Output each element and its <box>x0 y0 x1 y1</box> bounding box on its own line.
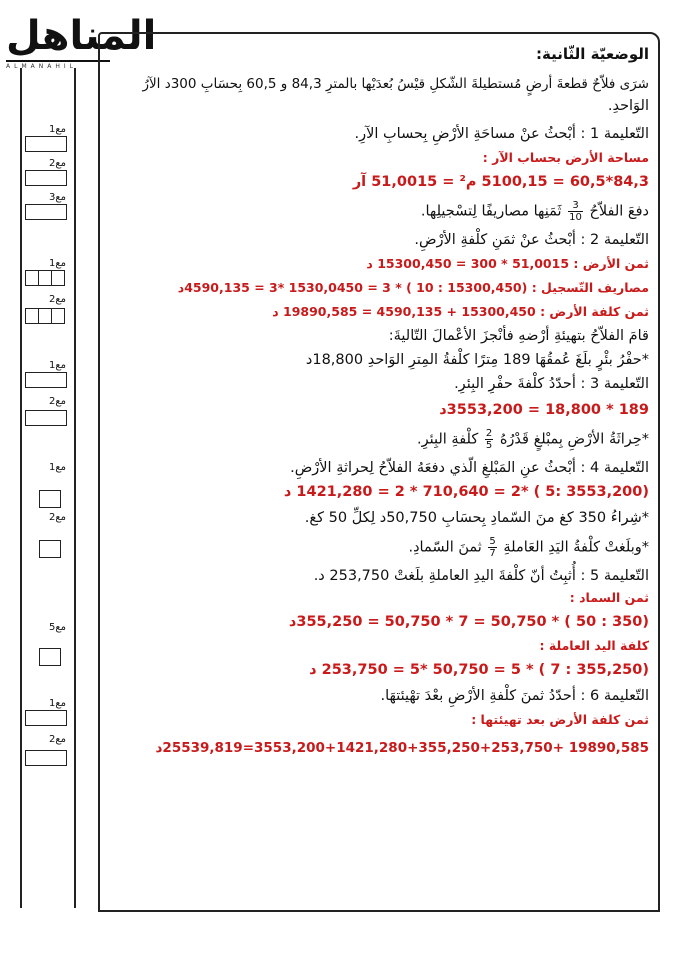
score-box[interactable] <box>38 270 52 286</box>
answer-1-heading: مساحة الأرض بحساب الآر : <box>482 150 649 165</box>
score-box[interactable] <box>25 710 67 726</box>
criterion-label: مع1 <box>48 124 66 135</box>
criterion-label: مع1 <box>48 258 66 269</box>
numerator: 2 <box>485 428 493 439</box>
logo-underline <box>6 60 110 62</box>
answer-3-calc: 189 * 18,800 = 3553,200د <box>439 402 649 418</box>
numerator: 3 <box>568 200 583 212</box>
statement-part: ثمنَ السّمادِ. <box>408 539 482 556</box>
fertilizer-statement: *شِراءُ 350 كغ منَ السّمادِ بِحسَابِ 50,750د لِكلِّ 50 كغ. <box>304 510 649 526</box>
instruction-5: التّعليمة 5 : أُثبِتُ أنّ كلْفةَ اليدِ العاملةِ بلَغتْ 253,750 د. <box>313 568 649 584</box>
logo-text: المناهل <box>6 13 157 59</box>
situation-title: الوضعيّة الثّانية: <box>536 45 649 63</box>
registration-fee-statement <box>421 200 649 223</box>
criterion-label: مع2 <box>48 512 66 523</box>
denominator: 7 <box>489 548 496 559</box>
fraction <box>488 536 496 559</box>
fraction <box>568 200 583 223</box>
criterion-label: مع3 <box>48 192 66 203</box>
denominator: 5 <box>485 440 493 451</box>
score-box[interactable] <box>25 270 39 286</box>
statement-part: كلْفةِ البِئرِ. <box>417 431 479 448</box>
score-box[interactable] <box>25 750 67 766</box>
works-intro: قامَ الفلاّحُ بتهيئةِ أرْضهِ فأنْجزَ الأعْمالَ التّاليةَ: <box>388 328 649 344</box>
answer-4-calc: (3553,200 :5 ) *2 = 710,640 * 2 = 1421,280 د <box>283 484 649 500</box>
score-box[interactable] <box>38 308 52 324</box>
statement-part: دفعَ الفلاّحُ <box>589 203 649 220</box>
answer-2-total: ثمن كلفة الأرض : 15300,450 + 4590,135 = 19890,585 د <box>272 304 649 319</box>
denominator: 10 <box>569 212 582 223</box>
answer-5-labor-calc: (355,250 : 7 ) * 5 = 50,750 *5 = 253,750 د <box>309 662 649 678</box>
answer-5-labor-heading: كلفة اليد العاملة : <box>539 638 649 653</box>
criterion-label: مع2 <box>48 158 66 169</box>
answer-2-fees: مصاريف التّسجيل : (15300,450 : 10 ) * 3 = 1530,0450 *3 = 4590,135د <box>177 280 649 295</box>
criterion-label: مع1 <box>48 698 66 709</box>
intro-text: شرَى فلاّحٌ قطعةَ أرضٍ مُستطيلةَ الشّكلِ قيْسُ بُعدَيْها بالمترِ 84,3 و 60,5 بِحسَابِ 300د الآرُ <box>142 76 649 92</box>
instruction-3: التّعليمة 3 : أحدّدُ كلْفةَ حفْرِ البِئرِ. <box>454 376 649 392</box>
score-box[interactable] <box>25 204 67 220</box>
statement-part: ثَمَنِها مصاريفًا لِتسْجيلِها. <box>420 203 562 220</box>
score-box[interactable] <box>51 308 65 324</box>
answer-6-heading: ثمن كلفة الأرض بعد تهيئتها : <box>471 712 649 727</box>
criterion-label: مع2 <box>48 294 66 305</box>
logo-subtitle: ALMANAHIL <box>6 63 77 70</box>
score-box[interactable] <box>25 170 67 186</box>
instruction-6: التّعليمة 6 : أحدّدُ ثمنَ كلْفةِ الأرْضِ بعْدَ تهْيئتهَا. <box>380 688 649 704</box>
criterion-label: مع2 <box>48 396 66 407</box>
score-box[interactable] <box>39 490 61 508</box>
score-box[interactable] <box>25 372 67 388</box>
answer-5-fertilizer-calc: (350 : 50 ) * 50,750 = 7 * 50,750 = 355,250د <box>288 614 649 630</box>
plowing-statement <box>417 428 649 451</box>
instruction-2: التّعليمة 2 : أبْحثُ عنْ ثمَنِ كلْفةِ الأرْضِ. <box>414 232 649 248</box>
well-statement: *حفْرُ بئْرٍ بلَغَ عُمقُهَا 189 مِترًا كلْفةُ المِترِ الوَاحدِ 18,800د <box>305 352 649 368</box>
score-box[interactable] <box>25 136 67 152</box>
instruction-4: التّعليمة 4 : أبْحثُ عنِ المَبْلغِ الّذي دفعَهُ الفلاّحُ لِحراثةِ الأرْضِ. <box>290 460 649 476</box>
fraction <box>485 428 493 451</box>
score-box[interactable] <box>39 648 61 666</box>
labor-statement <box>408 536 649 559</box>
answer-2-land-price: ثمن الأرض : 51,0015 * 300 = 15300,450 د <box>366 256 649 271</box>
criterion-label: مع1 <box>48 360 66 371</box>
score-box[interactable] <box>51 270 65 286</box>
numerator: 5 <box>489 536 496 547</box>
score-box[interactable] <box>25 308 39 324</box>
criterion-label: مع2 <box>48 734 66 745</box>
intro-text-end: الوَاحدِ. <box>607 98 649 114</box>
answer-1-calc: 84,3*60,5 = 5100,15 م² = 51,0015 آر <box>352 174 649 190</box>
criterion-label: مع1 <box>48 462 66 473</box>
instruction-1: التّعليمة 1 : أبْحثُ عنْ مساحَةِ الأرْضِ بِحسابِ الآرِ. <box>354 126 649 142</box>
statement-part: *حِراثَةُ الأرْضِ بِمبْلغٍ قَدْرُهُ <box>499 431 649 448</box>
score-box[interactable] <box>39 540 61 558</box>
statement-part: *وبلَغتْ كلْفةُ اليَدِ العَاملةِ <box>503 539 649 556</box>
score-box[interactable] <box>25 410 67 426</box>
answer-6-calc: 19890,585 +3553,200+1421,280+355,250+253,750=25539,819د <box>155 740 649 756</box>
criterion-label: مع5 <box>48 622 66 633</box>
answer-5-fertilizer-heading: ثمن السماد : <box>569 590 649 605</box>
